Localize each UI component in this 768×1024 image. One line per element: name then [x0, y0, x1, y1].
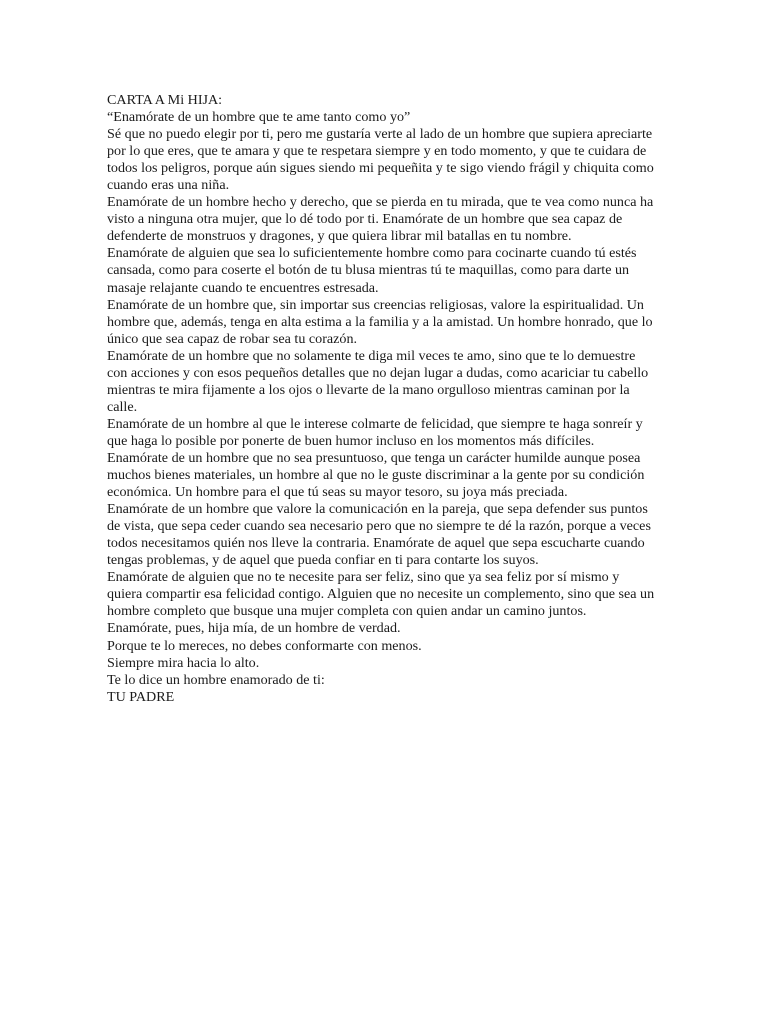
paragraph: Sé que no puedo elegir por ti, pero me gustaría verte al lado de un hombre que supiera apreciarte por lo que eres, que te amara y que te respetara siempre y en todo momento, y que te cuidara de todos los peligros, porque aún sigues siendo mi pequeñita y te sigo viendo frágil y chiquita como cuando eras una niña. [107, 126, 654, 194]
paragraph: Enamórate de un hombre que, sin importar sus creencias religiosas, valore la espiritualidad. Un hombre que, además, tenga en alta estima a la familia y a la amistad. Un hombre honrado, que lo único que sea capaz de robar sea tu corazón. [107, 296, 653, 347]
paragraph: Enamórate de un hombre hecho y derecho, que se pierda en tu mirada, que te vea como nunca ha visto a ninguna otra mujer, que lo dé todo por ti. Enamórate de un hombre que sea capaz de defenderte de monstruos y dragones, y que quiera librar mil batallas en tu nombre. [107, 194, 654, 245]
paragraph: Enamórate de alguien que no te necesite para ser feliz, sino que ya sea feliz por sí mismo y quiera compartir esa felicidad contigo. Alguien que no necesite un complemento, sino que sea un hombre completo que busque una mujer completa con quien andar un camino juntos. [107, 569, 655, 620]
letter-heading: CARTA A Mi HIJA: [107, 92, 223, 108]
closing-line: Porque te lo mereces, no debes conformarte con menos. [107, 637, 422, 654]
letter-body [107, 92, 657, 706]
letter-signature: TU PADRE [107, 688, 175, 705]
paragraph: Enamórate de un hombre al que le interese colmarte de felicidad, que siempre te haga sonreír y que haga lo posible por ponerte de buen humor incluso en los momentos más difíciles. [107, 415, 643, 449]
closing-line: Te lo dice un hombre enamorado de ti: [107, 671, 325, 688]
paragraph: Enamórate de un hombre que valore la comunicación en la pareja, que sepa defender sus puntos de vista, que sepa ceder cuando sea necesario pero que no siempre te dé la razón, porque a veces todos necesitamos quién nos lleve la contraria. Enamórate de aquel que sepa escucharte cuando tengas problemas, y de aquel que pueda confiar en ti para contarte los suyos. [107, 501, 651, 569]
closing-line: Enamórate, pues, hija mía, de un hombre de verdad. [107, 620, 401, 637]
paragraph: Enamórate de un hombre que no sea presuntuoso, que tenga un carácter humilde aunque posea muchos bienes materiales, un hombre al que no le guste discriminar a la gente por su condición económica. Un hombre para el que tú seas su mayor tesoro, su joya más preciada. [107, 449, 645, 501]
letter-quote: “Enamórate de un hombre que te ame tanto como yo” [107, 109, 411, 126]
paragraph: Enamórate de un hombre que no solamente te diga mil veces te amo, sino que te lo demuestre con acciones y con esos pequeños detalles que no dejan lugar a dudas, como acariciar tu cabello mientras te mira fijamente a los ojos o llevarte de la mano orgulloso mientras caminan por la calle. [107, 347, 649, 415]
paragraph: Enamórate de alguien que sea lo suficientemente hombre como para cocinarte cuando tú estés cansada, como para coserte el botón de tu blusa mientras tú te maquillas, como para darte un masaje relajante cuando te encuentres estresada. [107, 245, 637, 296]
closing-line: Siempre mira hacia lo alto. [107, 654, 260, 671]
